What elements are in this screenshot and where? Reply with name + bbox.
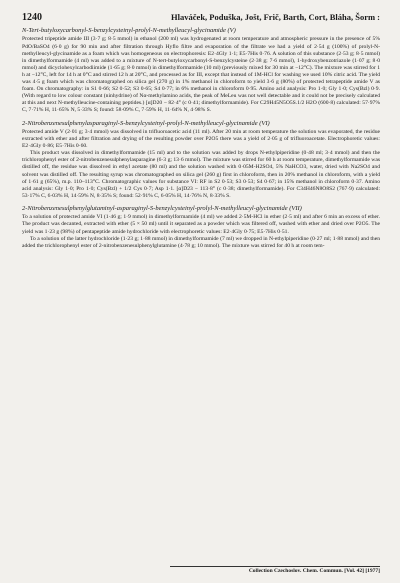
paragraph: Protected tripeptide amide III (3·7 g; 8·5 mmol) in ethanol (200 ml) was hydrogenated at room temperature and atmospheric pressure in the presence of 5% PdO/BaSO4 (6·0 g) for 90 min and after filtration through Hyflo filtre and evaporation of the filtrate we had a yield of 2·54 g (100%) of prolyl-N-methylleucyl-glycinamide as a foam which was homogeneous on electrophoresis: E2·4Gly 1·1; E5·7His 0·76. A solution of this substance (2·53 g; 8·5 mmol) in dimethylformamide (4 ml) was added to a mixture of N-tert-butyloxycarbonyl-S-benzylcysteine (2·38 g; 7·6 mmol), 1-hydroxybenzotriazole (1·07 g; 8·0 mmol) and dicyclohexylcarbodiimide (1·65 g; 8·0 mmol) in dimethylformamide (10 ml) (previously mixed for 30 min at −12°C). The mixture was stirred for 1 h at −12°C, left for 14 h at 0°C and stirred 12 h at 20°C, and processed as for III, except that instead of 1M-HCl for washing we used 10% citric acid. The yield was 4·5 g foam which was chromatographed on silica gel (270 g) in 1% methanol in chloroform to yield 3·6 g (80%) of protected tetrapeptide amide V as foam. On chromatography: in S1 0·66; S2 0·52; S3 0·65; S4 0·77; in 6% methanol in chloroform 0·95. Amino acid analysis: Pro 1·0; Gly 1·0; Cys(Bzl) 0·9. (With regard to low colour constant (ninhydrine) of Nα-methylamino acids, the peak of MeLeu was not well detectable and it could not be precisely calculated at this and next N-methylleucine-containing peptides.) [α]D20 − 82·4° (c 0·41; dimethylformamide). For C29H45N5O5S.1/2 H2O (600·8) calculated: 57·97% C, 7·71% H, 11·65% N, 5·33% S; found: 58·09% C, 7·59% H, 11·64% N, 4·98% S.	[22, 36, 380, 114]
journal-footer	[0, 566, 380, 574]
section-title: 2-Nitrobenzenesulphenylasparaginyl-S-benzylcysteinyl-prolyl-N-methylleucyl-glycinamide (VI)	[22, 119, 270, 127]
page-number: 1240	[22, 12, 42, 23]
running-authors: Hlaváček, Poduška, Jošt, Frič, Barth, Cort, Bláha, Šorm :	[171, 12, 380, 22]
paragraph: Protected amide V (2·01 g; 3·4 mmol) was dissolved in trifluoroacetic acid (11 ml). After 20 min at room temperature the solution was evaporated, the residue extracted with ether and after filtration and drying of the resulting powder over P2O5 there was a yield of 2·05 g of trifluoroacetate. Electrophoretic values: E2·4Gly 0·86; E5·7His 0·60.	[22, 128, 380, 150]
section-title: N-Tert-butyloxycarbonyl-S-benzylcysteinyl-prolyl-N-methylleucyl-glycinamide (V)	[22, 27, 236, 34]
footer-citation: Collection Czechoslov. Chem. Commun. [Vol. 42] [1977]	[170, 566, 380, 574]
section-compound-vi	[22, 120, 380, 200]
paragraph: To a solution of protected amide VI (1·46 g; 1·9 mmol) in dimethylformamide (4 ml) we added 2·5M-HCl in ether (2·5 ml) and after 6 min an excess of ether. The product was decanted, extracted with ether (5 × 50 ml) until it separated as a powder which was filtered off, washed with ether and dried over P2O5. The yield was 1·23 g (98%) of pentapeptide amide hydrochloride with electrophoretic values: E2·4Gly 0·75; E5·7His 0·51.	[22, 214, 380, 235]
section-compound-v	[22, 27, 380, 115]
page-header	[22, 12, 380, 23]
section-compound-vii	[22, 205, 380, 250]
section-title: 2-Nitrobenzenesulphenylglutaminyl-asparaginyl-S-benzylcysteinyl-prolyl-N-methylleucyl-glycinamide (VII)	[22, 204, 302, 212]
paragraph: This product was dissolved in dimethylformamide (15 ml) and to the solution was added by drops N-ethylpiperidine (0·48 ml; 3·4 mmol) and then the trichlorophenyl ester of 2-nitrobenzenesulphenylasparagine (6·3 g; 13·6 mmol). The mixture was stirred for 60 h at room temperature, dimethylformamide was distilled off, the residue was dissolved in ethyl acetate (80 ml) and the solution washed with 0·05M-H2SO4, 5% NaHCO3, water, dried with Na2SO4 and solvent was distilled off. The resulting syrup was chromatographed on silica gel (260 g) first in chloroform, then in 20% methanol in chloroform, with a yield of 1·61 g (65%), m.p. 110–113°C. Chromatographic values for substance VI: RF in S2 0·53; S3 0·53; S4 0·67; in 15% methanol in chloroform 0·37. Amino acid analysis: Gly 1·0; Pro 1·0; Cys(Bzl) + 1/2 Cys 0·7; Asp 1·1. [α]D23 − 113·8° (c 0·38; dimethylformamide). For C34H46N8O8S2 (767·9) calculated: 53·17% C, 6·03% H, 14·59% N, 8·35% S; found: 52·91% C, 6·05% H, 14·76% N, 8·33% S.	[22, 150, 380, 199]
paragraph: To a solution of the latter hydrochloride (1·23 g; 1·88 mmol) in dimethylformamide (7 ml) we dropped in N-ethylpiperidine (0·27 ml; 1·88 mmol) and then added the trichlorophenyl ester of 2-nitrobenzenesulphenylglutamine (4·78 g; 10 mmol). The mixture was stirred for 40 h at room tem-	[22, 235, 380, 249]
